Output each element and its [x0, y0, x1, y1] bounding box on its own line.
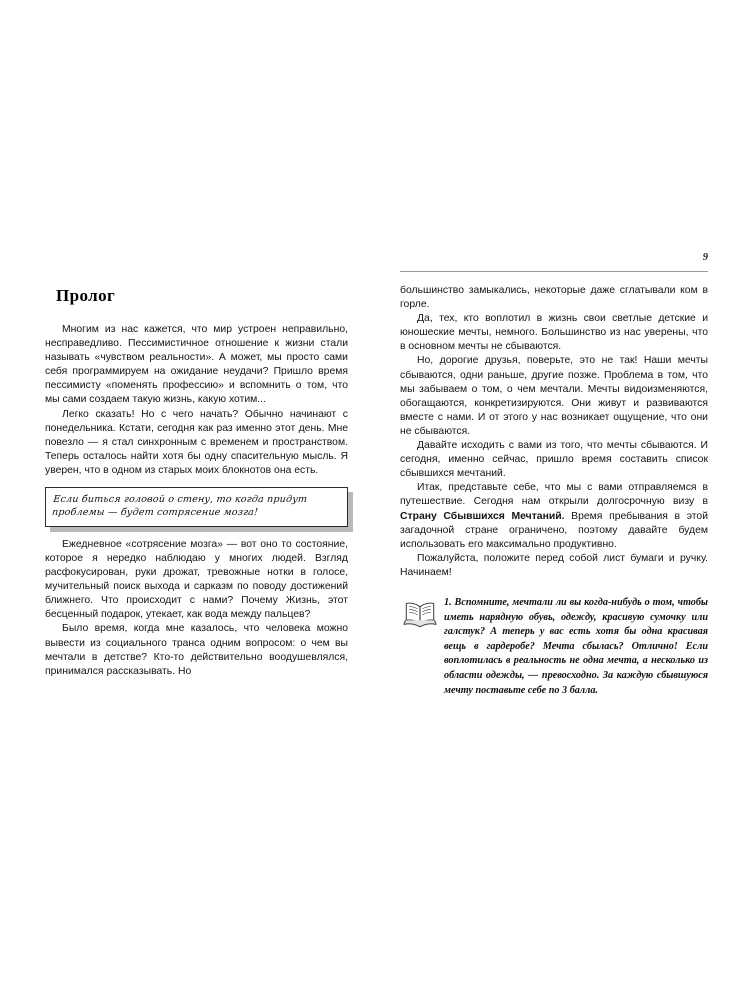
paragraph: Легко сказать! Но с чего начать? Обычно начинают с понедельника. Кстати, сегодня как раз именно этот день. Мне повезло — я стал синхронным с временем и пространством. Теперь осталось найти хотя бы одну спасительную мысль. Я уверен, что в одном из старых моих блокнотов она есть.	[45, 408, 348, 476]
paragraph-text-after-bold: Время пребывания в этой загадочной стране ограничено, поэтому давайте будем использовать его максимально продуктивно.	[400, 510, 708, 550]
folio-rule	[400, 271, 708, 272]
folio	[400, 252, 708, 273]
chapter-title: Пролог	[56, 286, 116, 305]
bold-phrase: Страну Сбывшихся Мечтаний.	[400, 510, 565, 522]
exercise-text: 1. Вспомните, мечтали ли вы когда-нибудь о том, чтобы иметь нарядную обувь, одежду, красивую сумочку или галстук? А теперь у вас есть хотя бы одна красивая вещь в гардеробе? Мечта сбылась? Отлично! Если воплотилась в реальность не одна мечта, а несколько из области одежды, — превосходно. За каждую сбывшуюся мечту поставьте себе по 3 балла.	[444, 596, 708, 696]
right-page	[400, 252, 708, 698]
paragraph: Но, дорогие друзья, поверьте, это не так! Наши мечты сбываются, одни раньше, другие позже. Проблема в том, что мы забываем о том, о чем мечтали. Мечты видоизменяются, обогащаются, конкретизируются. Они живут и развиваются вместе с нами. И от этого у нас возникает ощущение, что они не сбываются.	[400, 355, 708, 437]
left-page	[45, 286, 348, 679]
paragraph-with-bold-phrase	[400, 481, 708, 551]
paragraph: Многим из нас кажется, что мир устроен неправильно, несправедливо. Пессимистичное отношение к жизни стали называть «чувством реальности». А может, мы просто сами себя программируем на ожидание неудачи? Пришло время пессимисту «поменять профессию» и вспомнить о том, что мы сами создаем такую жизнь, какую хотим...	[45, 324, 348, 406]
quote-callout	[45, 487, 348, 527]
paragraph: Ежедневное «сотрясение мозга» — вот оно то состояние, которое я нередко наблюдаю у многих людей. Взгляд расфокусирован, руки дрожат, тревожные нотки в голосе, мучительный поиск выхода и сарказм по поводу достижений ближнего. Что происходит с нами? Почему Жизнь, этот бесценный подарок, утекает, как вода между пальцев?	[45, 538, 348, 621]
paragraph: Да, тех, кто воплотил в жизнь свои светлые детские и юношеские мечты, немного. Большинство из нас уверены, что в основном мечты не сбываются.	[400, 313, 708, 353]
paragraph: Было время, когда мне казалось, что человека можно вывести из социального транса одним вопросом: о чем вы мечтали в детстве? Кто-то действительно воодушевлялся, принимался рассказывать. Но	[45, 623, 348, 677]
page-number: 9	[702, 252, 708, 263]
paragraph-text-before-bold: Итак, представьте себе, что мы с вами отправляемся в путешествие. Сегодня нам открыли долгосрочную визу в	[400, 482, 708, 508]
exercise-callout	[400, 596, 708, 698]
paragraph: Давайте исходить с вами из того, что мечты сбываются. И сегодня, именно сейчас, пришло время составить список сбывшихся мечтаний.	[400, 440, 708, 480]
quote-callout-text: Если биться головой о стену, то когда придут проблемы — будет сотрясение мозга!	[51, 494, 308, 519]
paragraph: Пожалуйста, положите перед собой лист бумаги и ручку. Начинаем!	[400, 552, 708, 578]
paragraph: большинство замыкались, некоторые даже сглатывали ком в горле.	[400, 285, 708, 311]
open-book-icon	[402, 600, 438, 630]
quote-callout-box	[45, 487, 348, 527]
